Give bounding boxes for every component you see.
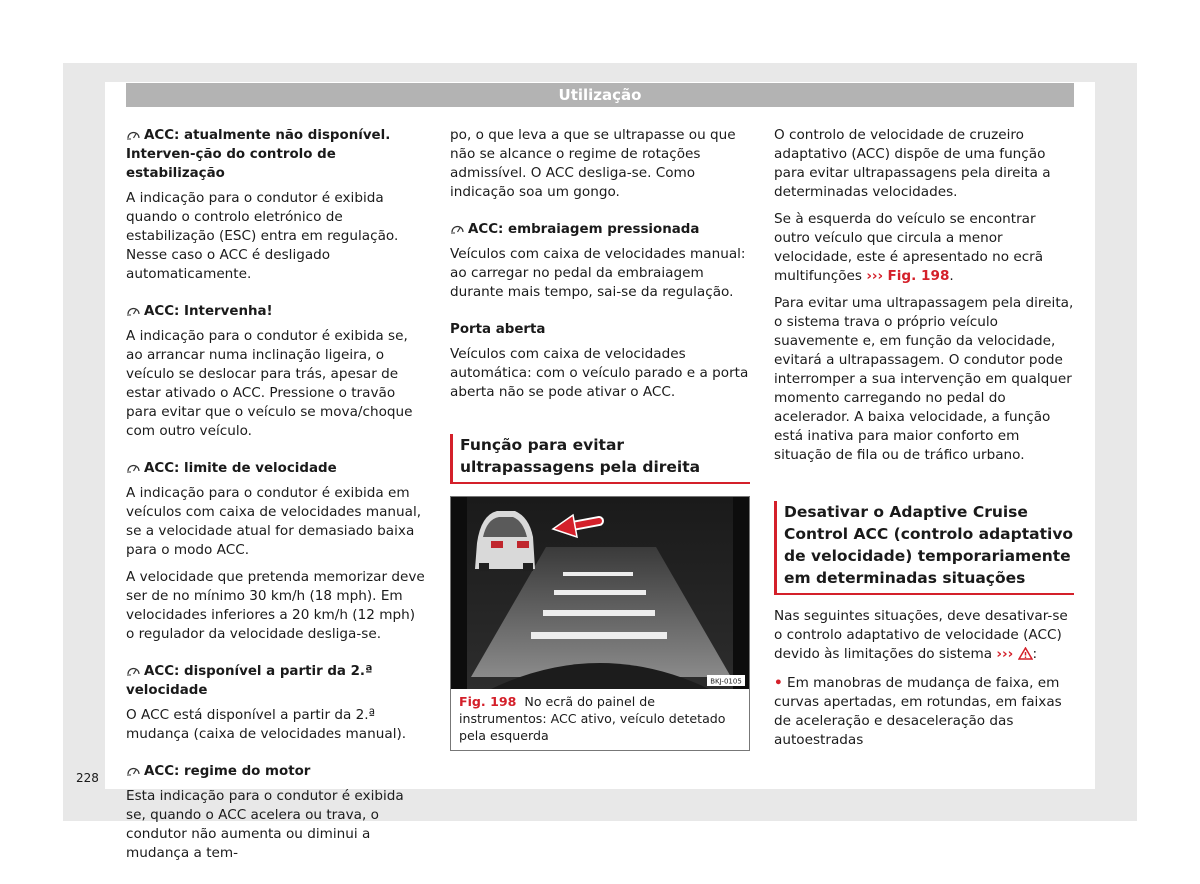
paragraph: A indicação para o condutor é exibida quando o controlo eletrónico de estabilização (ESC) entra em regulação. Nesse caso o ACC é desligado automaticamente.: [126, 190, 399, 282]
paragraph: Se à esquerda do veículo se encontrar outro veículo que circula a menor velocidade, este é apresentado no ecrã multifunções ››› Fig. 198.: [774, 211, 1044, 284]
section-header: Utilização: [126, 83, 1074, 107]
paragraph: Veículos com caixa de velocidades manual: ao carregar no pedal da embraiagem durante mais tempo, sai-se da regulação.: [450, 246, 746, 300]
paragraph: Para evitar uma ultrapassagem pela direita, o sistema trava o próprio veículo suavemente e, em função da velocidade, evitará a ultrapassagem. O condutor pode interromper a sua intervenção em qualquer momento carregando no pedal do acelerador. A baixa velocidade, a função está inativa para maior conforto em situação de fila ou de tráfico urbano.: [774, 295, 1074, 463]
paragraph: Veículos com caixa de velocidades automática: com o veículo parado e a porta aberta não se pode ativar o ACC.: [450, 346, 749, 400]
figure-reference-link[interactable]: Fig. 198: [887, 268, 950, 284]
reference-arrows: ›››: [866, 268, 884, 284]
figure-caption-text: No ecrã do painel de instrumentos: ACC ativo, veículo detetado pela esquerda: [459, 694, 726, 743]
acc-speedometer-icon: [126, 763, 141, 775]
figure-198-illustration: [451, 497, 749, 689]
reference-arrows: ›››: [996, 646, 1014, 662]
bullet-item: • Em manobras de mudança de faixa, em curvas apertadas, em rotundas, em faixas de aceleração e desaceleração das autoestradas: [774, 675, 1062, 748]
acc-speedometer-icon: [126, 127, 141, 139]
heading-acc-speed-limit: ACC: limite de velocidade: [126, 459, 426, 478]
column-2: [450, 126, 750, 751]
figure-code: BKJ-0105: [710, 677, 742, 686]
warning-triangle-icon[interactable]: [1018, 647, 1033, 666]
heading-acc-engine-speed: ACC: regime do motor: [126, 762, 426, 781]
section-title-overtake: Função para evitar ultrapassagens pela direita: [450, 434, 750, 484]
paragraph: O controlo de velocidade de cruzeiro adaptativo (ACC) dispõe de uma função para evitar ultrapassagens pela direita a determinadas velocidades.: [774, 127, 1051, 200]
section-title-deactivate-acc: Desativar o Adaptive Cruise Control ACC (controlo adaptativo de velocidade) temporariamente em determinadas situações: [774, 501, 1074, 595]
acc-speedometer-icon: [126, 303, 141, 315]
bullet-icon: •: [774, 675, 783, 691]
paragraph: O ACC está disponível a partir da 2.ª mudança (caixa de velocidades manual).: [126, 707, 407, 742]
acc-speedometer-icon: [126, 663, 141, 675]
column-3: [774, 126, 1074, 750]
heading-acc-intervene: ACC: Intervenha!: [126, 302, 426, 321]
heading-acc-second-gear: ACC: disponível a partir da 2.ª velocidade: [126, 664, 373, 698]
paragraph: A velocidade que pretenda memorizar deve ser de no mínimo 30 km/h (18 mph). Em velocidades inferiores a 20 km/h (12 mph) o regulador da velocidade desliga-se.: [126, 569, 425, 642]
acc-speedometer-icon: [450, 221, 465, 233]
paragraph: A indicação para o condutor é exibida se, ao arrancar numa inclinação ligeira, o veículo se deslocar para trás, apesar de estar ativado o ACC. Pressione o travão para evitar que o veículo se mova/choque com outro veículo.: [126, 328, 413, 439]
figure-198: [450, 496, 750, 751]
heading-acc-clutch: ACC: embraiagem pressionada: [450, 220, 750, 239]
page-number: 228: [76, 771, 99, 785]
paragraph: Nas seguintes situações, deve desativar-se o controlo adaptativo de velocidade (ACC) devido às limitações do sistema ››› :: [774, 607, 1074, 666]
heading-acc-unavailable: ACC: atualmente não disponível. Interven-ção do controlo de estabilização: [126, 128, 391, 181]
paragraph: po, o que leva a que se ultrapasse ou que não se alcance o regime de rotações admissível. O ACC desliga-se. Como indicação soa um gongo.: [450, 127, 736, 200]
column-1: [126, 126, 426, 863]
paragraph: A indicação para o condutor é exibida em veículos com caixa de velocidades manual, se a velocidade atual for demasiado baixa para o modo ACC.: [126, 485, 422, 558]
heading-door-open: Porta aberta: [450, 322, 546, 337]
acc-speedometer-icon: [126, 460, 141, 472]
figure-label: Fig. 198: [459, 694, 517, 709]
figure-caption: [451, 689, 749, 750]
paragraph: Esta indicação para o condutor é exibida se, quando o ACC acelera ou trava, o condutor não aumenta ou diminui a mudança a tem-: [126, 788, 404, 861]
